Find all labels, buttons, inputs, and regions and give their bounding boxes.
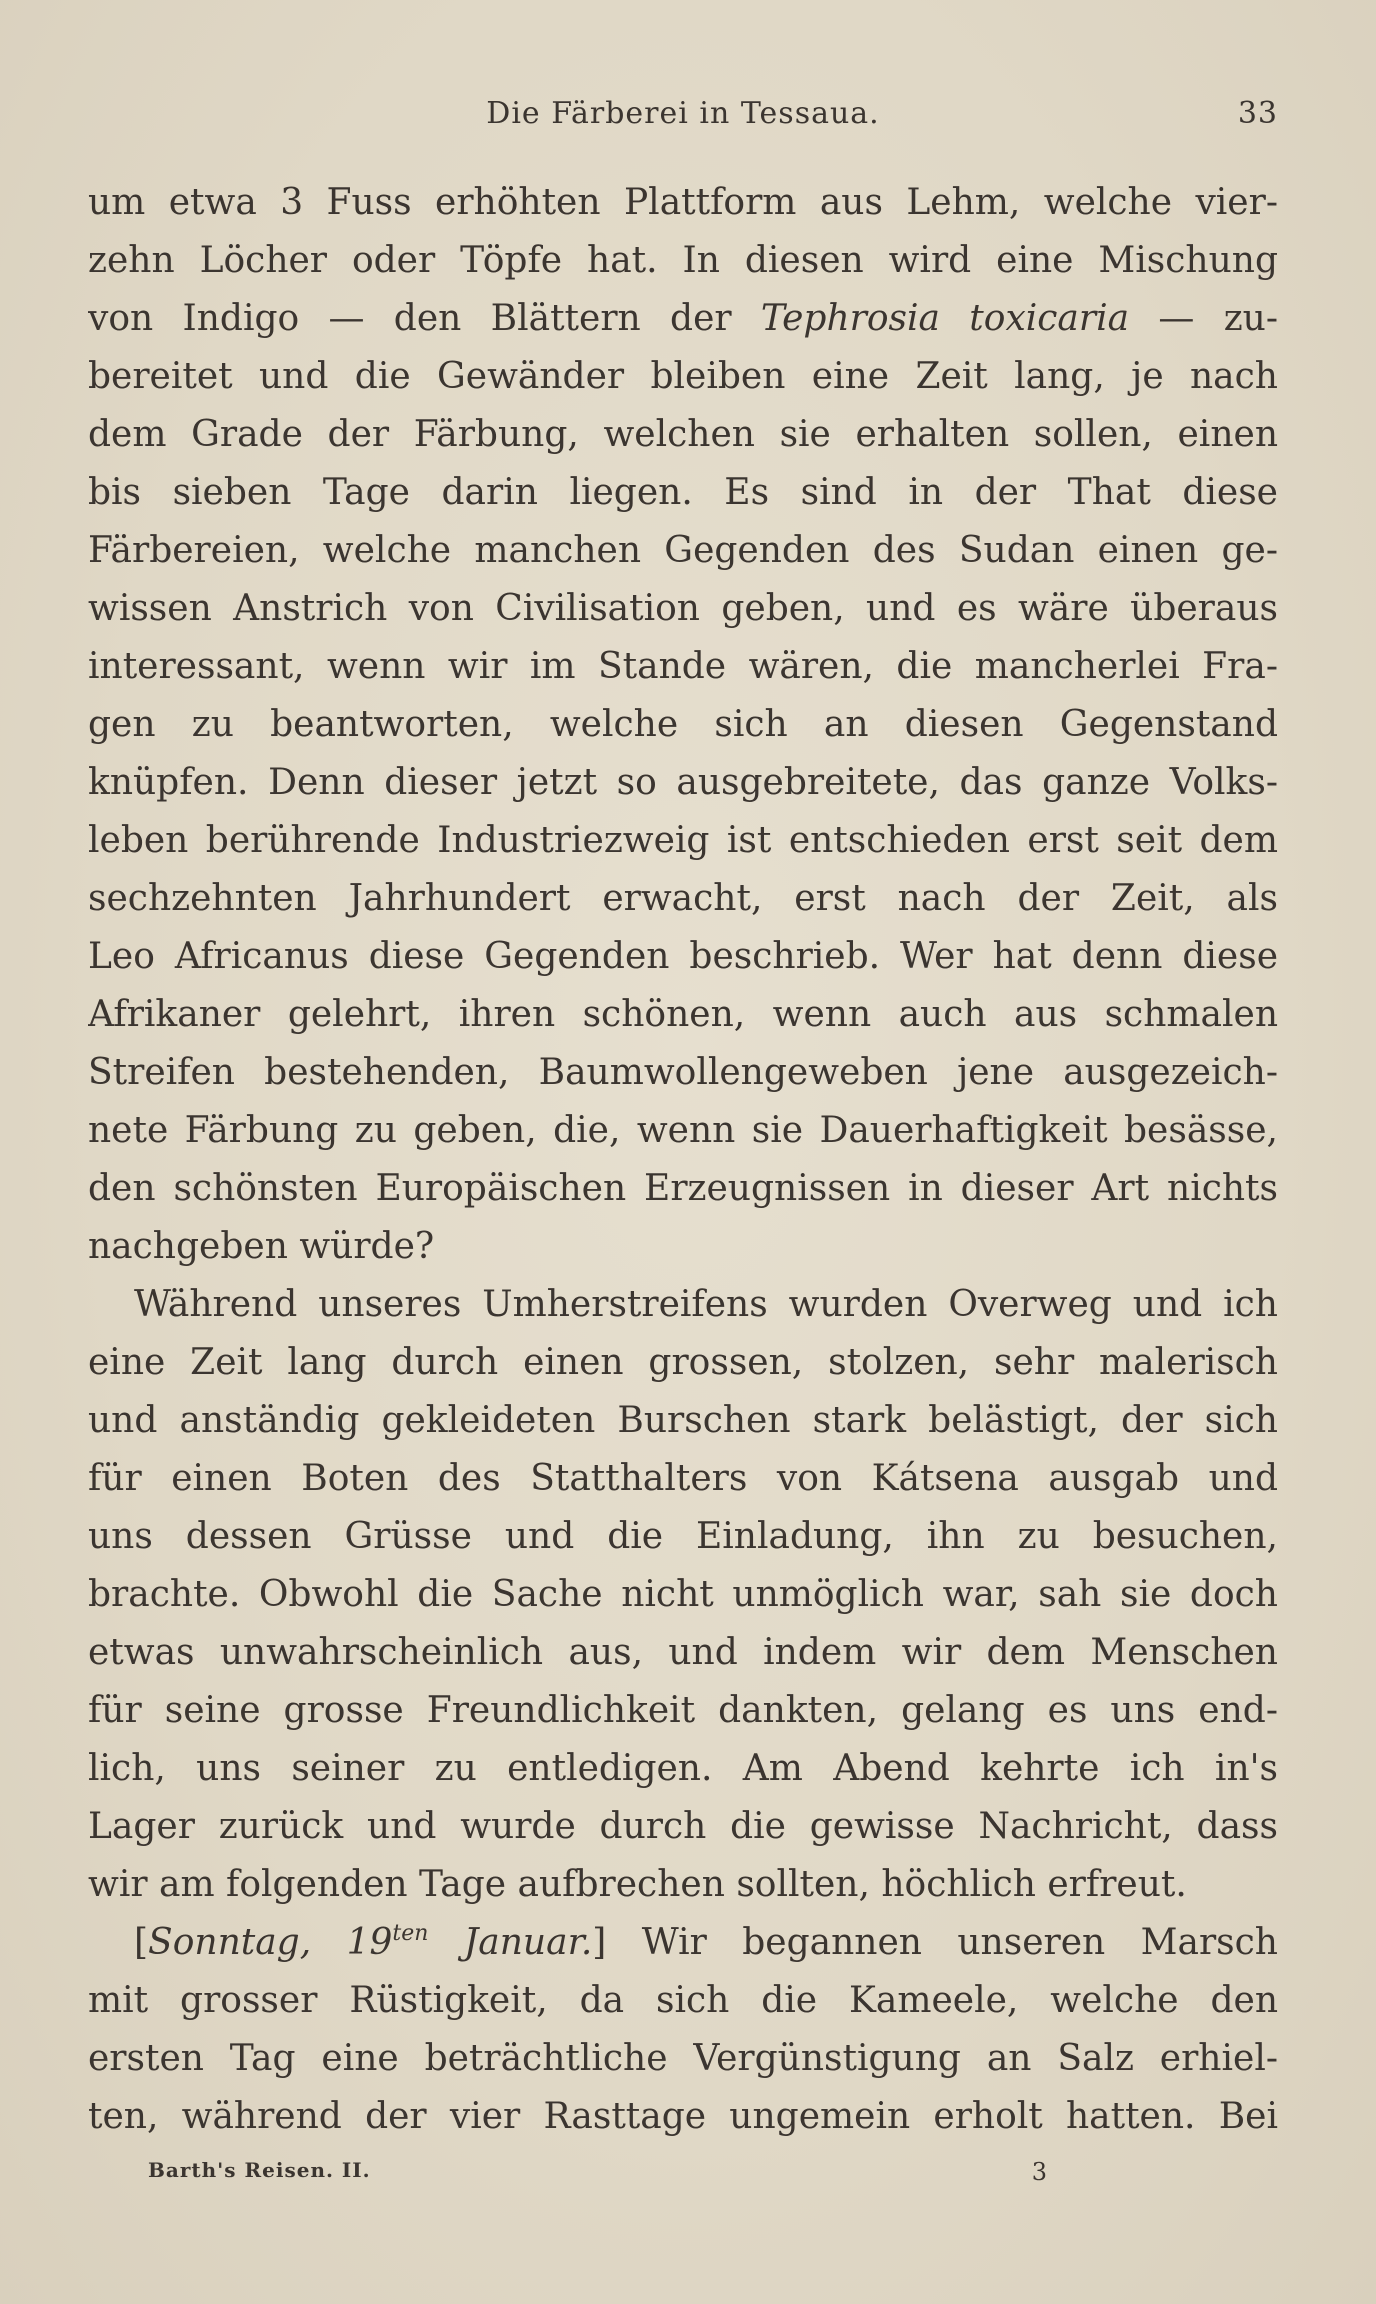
text-line: dem Grade der Färbung, welchen sie erhalten sollen, einen [88, 414, 1278, 455]
bracket-close: ] [592, 1922, 607, 1963]
text-line: um etwa 3 Fuss erhöhten Plattform aus Lehm, welche vier- [88, 182, 1278, 223]
date-part: Sonntag, 19 [148, 1922, 393, 1963]
page-number: 33 [1237, 96, 1278, 131]
text-line: leben berührende Industriezweig ist entschieden erst seit dem [88, 820, 1278, 861]
text-line: ten, während der vier Rasttage ungemein erholt hatten. Bei [88, 2096, 1278, 2137]
body-text [88, 174, 1278, 2146]
text-line: brachte. Obwohl die Sache nicht unmöglich war, sah sie doch [88, 1574, 1278, 1615]
text-line [88, 290, 1278, 348]
text-line: uns dessen Grüsse und die Einladung, ihn zu besuchen, [88, 1516, 1278, 1557]
text-line: eine Zeit lang durch einen grossen, stolzen, sehr malerisch [88, 1342, 1278, 1383]
species-name: Tephrosia toxicaria [760, 298, 1130, 339]
text-line: Färbereien, welche manchen Gegenden des Sudan einen ge- [88, 530, 1278, 571]
running-title: Die Färberei in Tessaua. [486, 96, 880, 131]
footer-book-title: Barth's Reisen. II. [148, 2158, 371, 2182]
running-head [88, 96, 1278, 136]
text-line: Lager zurück und wurde durch die gewisse Nachricht, dass [88, 1806, 1278, 1847]
text-line: und anständig gekleideten Burschen stark belästigt, der sich [88, 1400, 1278, 1441]
text-line: sechzehnten Jahrhundert erwacht, erst nach der Zeit, als [88, 878, 1278, 919]
text-line: ersten Tag eine beträchtliche Vergünstigung an Salz erhiel- [88, 2038, 1278, 2079]
text-line: nete Färbung zu geben, die, wenn sie Dauerhaftigkeit besässe, [88, 1110, 1278, 1151]
text-line: lich, uns seiner zu entledigen. Am Abend kehrte ich in's [88, 1748, 1278, 1789]
text-line: Afrikaner gelehrt, ihren schönen, wenn auch aus schmalen [88, 994, 1278, 1035]
text-segment: — zu- [1129, 298, 1278, 339]
text-line: mit grosser Rüstigkeit, da sich die Kameele, welche den [88, 1980, 1278, 2021]
text-line: interessant, wenn wir im Stande wären, die mancherlei Fra- [88, 646, 1278, 687]
page-footer [148, 2158, 1048, 2188]
text-line: Leo Africanus diese Gegenden beschrieb. Wer hat denn diese [88, 936, 1278, 977]
date-part: Januar. [428, 1922, 593, 1963]
text-line: nachgeben würde? [88, 1226, 435, 1267]
text-segment: Wir begannen unseren Marsch [606, 1922, 1278, 1963]
text-line: für einen Boten des Statthalters von Kátsena ausgab und [88, 1458, 1278, 1499]
text-line: bereitet und die Gewänder bleiben eine Zeit lang, je nach [88, 356, 1278, 397]
text-line: Während unseres Umherstreifens wurden Overweg und ich [134, 1284, 1278, 1325]
signature-mark: 3 [1031, 2158, 1048, 2186]
text-line: etwas unwahrscheinlich aus, und indem wir dem Menschen [88, 1632, 1278, 1673]
text-line: den schönsten Europäischen Erzeugnissen in dieser Art nichts [88, 1168, 1278, 1209]
text-line: Streifen bestehenden, Baumwollengeweben jene ausgezeich- [88, 1052, 1278, 1093]
date-ordinal: ten [392, 1921, 429, 1946]
text-line: wir am folgenden Tage aufbrechen sollten, höchlich erfreut. [88, 1864, 1187, 1905]
text-line: knüpfen. Denn dieser jetzt so ausgebreitete, das ganze Volks- [88, 762, 1278, 803]
text-line: für seine grosse Freundlichkeit dankten, gelang es uns end- [88, 1690, 1278, 1731]
text-segment: von Indigo — den Blättern der [88, 298, 761, 339]
bracket-open: [ [134, 1922, 149, 1963]
text-line: zehn Löcher oder Töpfe hat. In diesen wird eine Mischung [88, 240, 1278, 281]
text-line: gen zu beantworten, welche sich an diesen Gegenstand [88, 704, 1278, 745]
text-line: wissen Anstrich von Civilisation geben, und es wäre überaus [88, 588, 1278, 629]
text-line: bis sieben Tage darin liegen. Es sind in der That diese [88, 472, 1278, 513]
date-label [148, 1922, 592, 1963]
text-line [88, 1914, 1278, 1972]
